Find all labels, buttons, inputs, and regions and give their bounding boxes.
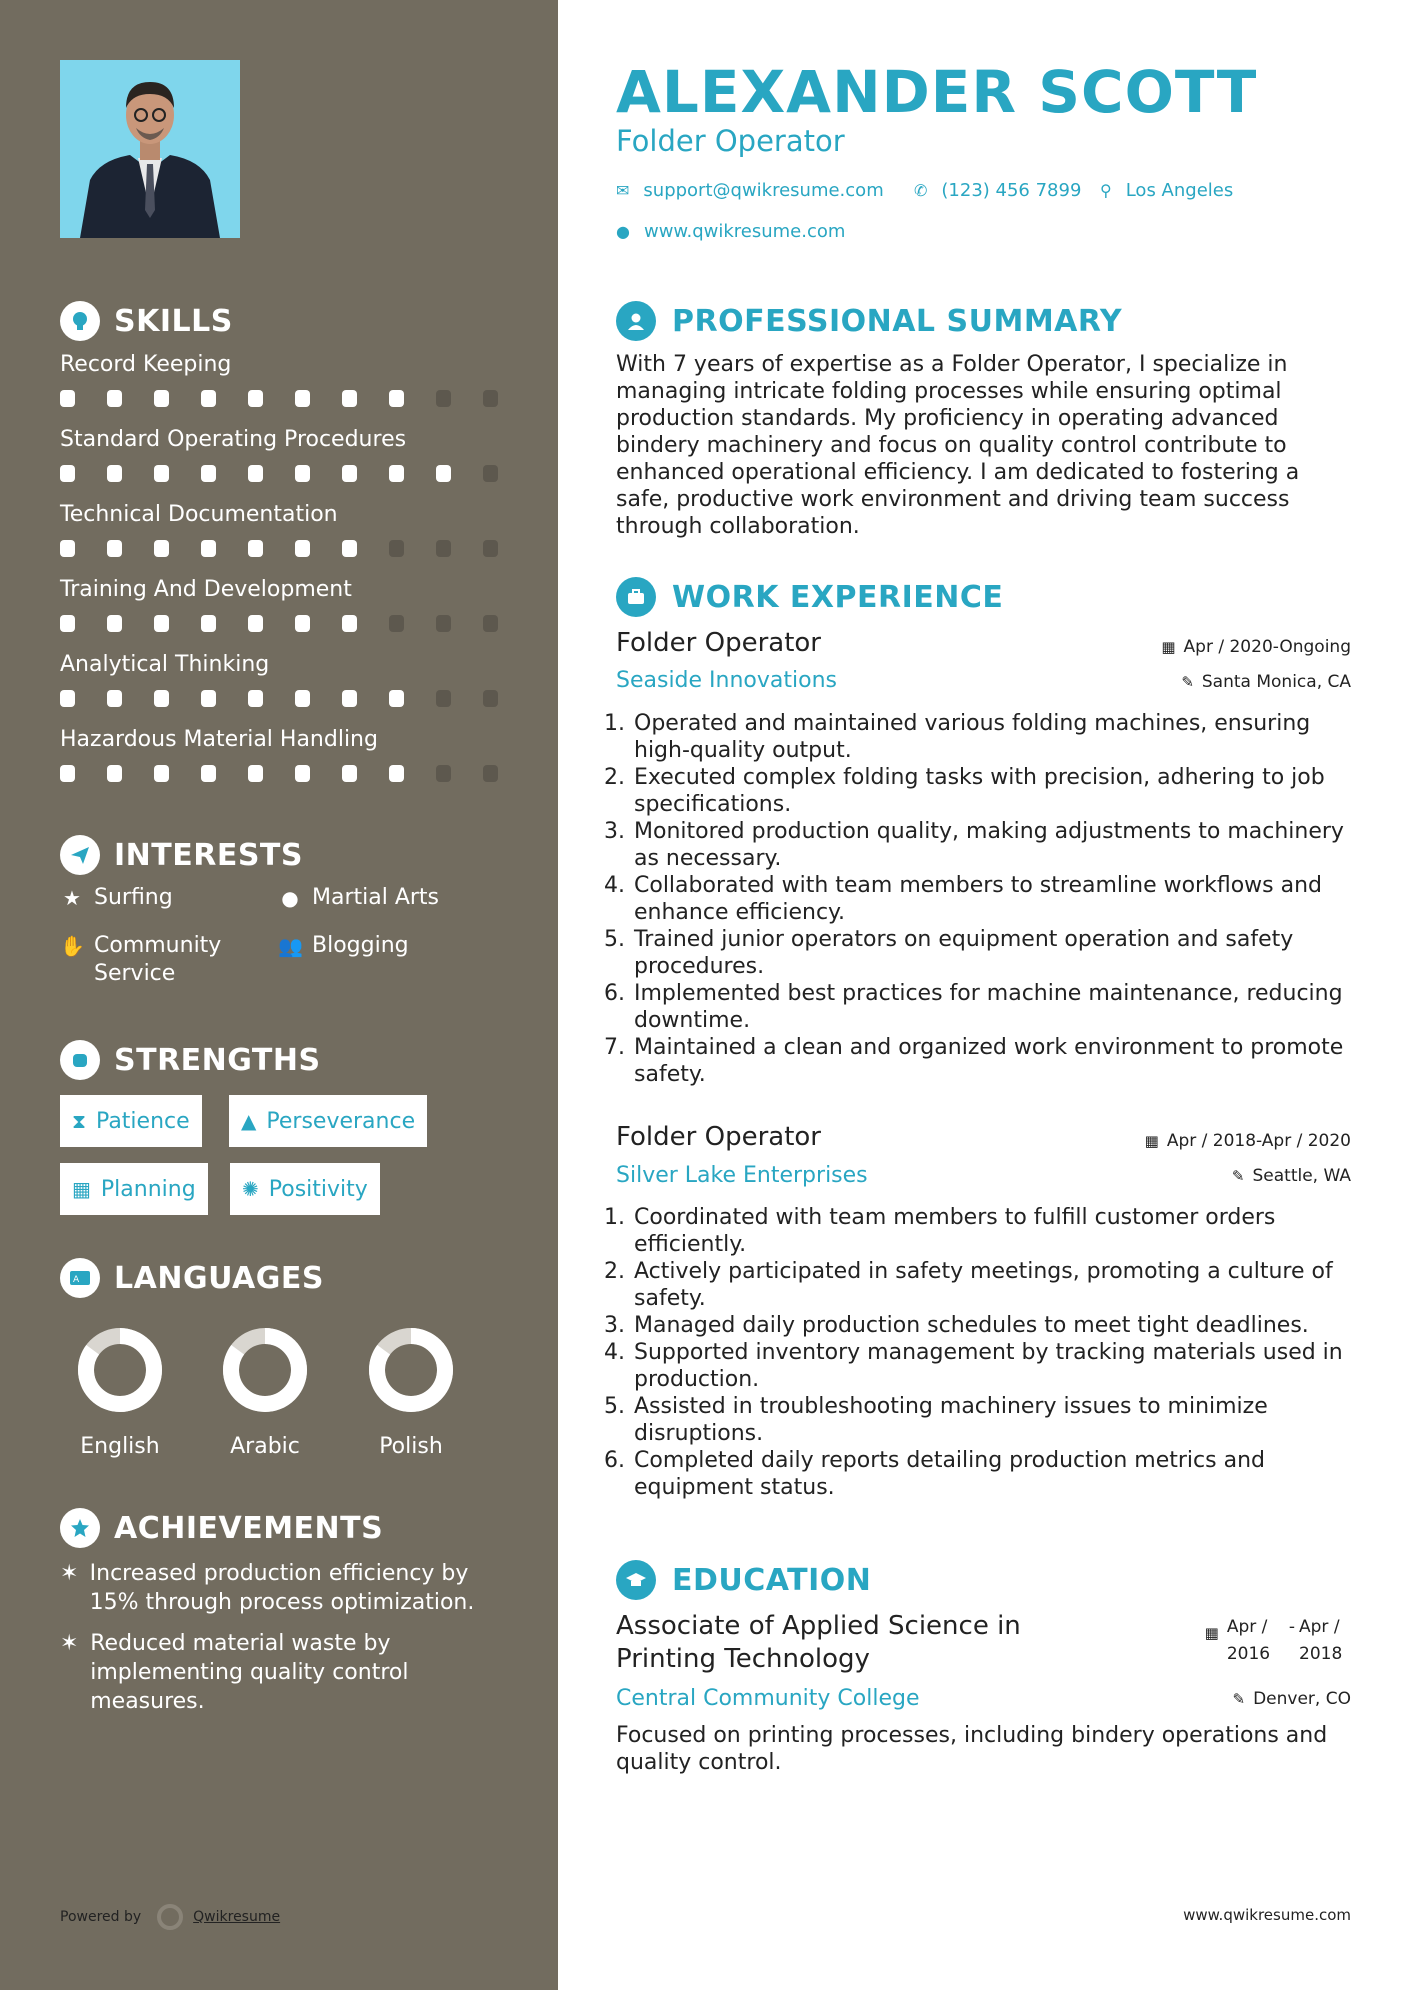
email-text: support@qwikresume.com <box>643 180 884 201</box>
powered-by <box>60 1904 280 1930</box>
education-description: Focused on printing processes, including bindery operations and quality control. <box>616 1723 1328 1775</box>
education-dates <box>1205 1614 1349 1668</box>
skill-name: Record Keeping <box>60 352 232 377</box>
skill-dot <box>248 765 263 782</box>
job-1-dates <box>1161 637 1351 657</box>
skill-name: Standard Operating Procedures <box>60 427 407 452</box>
language-item <box>205 1324 325 1459</box>
job-2-location <box>1232 1166 1351 1186</box>
skill-dot <box>154 465 169 482</box>
skill-dot <box>436 615 451 632</box>
skill-dot <box>248 390 263 407</box>
skill-dot <box>342 390 357 407</box>
skill-dot <box>436 465 451 482</box>
skill-dot <box>107 615 122 632</box>
education-end: Apr / 2018 <box>1299 1617 1343 1664</box>
job-1-title: Folder Operator <box>616 628 821 658</box>
skill-dot <box>201 690 216 707</box>
skill-dot <box>342 690 357 707</box>
skill-dot <box>154 690 169 707</box>
skill-dot <box>201 465 216 482</box>
skill-dot <box>201 540 216 557</box>
skill-level-dots <box>60 615 530 632</box>
qwikresume-link[interactable]: Qwikresume <box>193 1909 281 1925</box>
strengths-title: STRENGTHS <box>114 1042 321 1078</box>
pin-icon: ✎ <box>1232 1690 1246 1708</box>
achievement-item <box>60 1559 510 1617</box>
skill-dot <box>342 615 357 632</box>
skill-dot <box>107 465 122 482</box>
skill-dot <box>483 540 498 557</box>
fist-icon <box>60 1040 100 1080</box>
strength-tag <box>230 1163 380 1215</box>
language-icon <box>60 1258 100 1298</box>
education-title: EDUCATION <box>672 1562 872 1598</box>
skill-dot <box>295 690 310 707</box>
skill-name: Hazardous Material Handling <box>60 727 378 752</box>
skill-dot <box>389 615 404 632</box>
phone-text: (123) 456 7899 <box>941 180 1082 201</box>
skill-dot <box>295 540 310 557</box>
skill-dot <box>342 465 357 482</box>
envelope-icon: ✉ <box>616 181 630 200</box>
job-2-dates <box>1145 1131 1351 1151</box>
interest-item <box>60 884 173 912</box>
strength-label: Positivity <box>268 1176 368 1202</box>
duty-item: 3. Managed daily production schedules to meet tight deadlines. <box>632 1312 1370 1339</box>
skill-dot <box>483 615 498 632</box>
skill-dot <box>107 690 122 707</box>
duty-item: 4. Supported inventory management by tracking materials used in production. <box>632 1339 1370 1393</box>
skill-dot <box>483 390 498 407</box>
phone-icon: ✆ <box>914 181 928 200</box>
strength-tag <box>60 1163 208 1215</box>
skill-dot <box>389 540 404 557</box>
skill-dot <box>248 465 263 482</box>
skill-dot <box>201 390 216 407</box>
duty-item: 6. Completed daily reports detailing production metrics and equipment status. <box>632 1447 1370 1501</box>
skill-dot <box>107 765 122 782</box>
interest-label: Martial Arts <box>312 885 440 910</box>
skill-level-dots <box>60 690 530 707</box>
summary-title: PROFESSIONAL SUMMARY <box>672 303 1123 339</box>
duty-item: 1. Coordinated with team members to fulfill customer orders efficiently. <box>632 1204 1370 1258</box>
skills-title: SKILLS <box>114 303 233 339</box>
strengths-heading <box>60 1040 321 1080</box>
language-donut <box>351 1324 471 1416</box>
qwikresume-logo-icon <box>157 1904 183 1930</box>
users-icon: 👥 <box>278 934 303 958</box>
job-2-duties <box>610 1204 1370 1501</box>
summary-text: With 7 years of expertise as a Folder Operator, I specialize in managing intricate folding processes while ensuring optimal production standards. My proficiency in operating advanced bindery machinery and focus on quality control contribute to enhanced operational efficiency. I am dedicated to fostering a safe, productive work environment and driving team success through collaboration. <box>616 352 1300 539</box>
job-1-company: Seaside Innovations <box>616 668 837 693</box>
interest-label: Community Service <box>94 933 222 986</box>
climber-icon: ▲ <box>241 1109 257 1133</box>
skill-dot <box>248 690 263 707</box>
website-text: www.qwikresume.com <box>643 221 846 242</box>
job-dates-text: Apr / 2020-Ongoing <box>1183 637 1351 657</box>
briefcase-icon <box>616 577 656 617</box>
skill-dot <box>60 765 75 782</box>
skill-dot <box>483 765 498 782</box>
interest-item <box>60 932 260 988</box>
skill-dot <box>201 615 216 632</box>
achievements-heading <box>60 1508 383 1548</box>
calendar-icon: ▦ <box>72 1177 91 1201</box>
job-title: Folder Operator <box>616 124 845 158</box>
achievement-text: Increased production efficiency by 15% through process optimization. <box>89 1561 475 1615</box>
skill-dot <box>389 765 404 782</box>
skill-level-dots <box>60 465 530 482</box>
hourglass-icon: ⧗ <box>72 1109 87 1133</box>
calendar-icon: ▦ <box>1161 638 1176 656</box>
duty-item: 5. Trained junior operators on equipment operation and safety procedures. <box>632 926 1370 980</box>
skill-dot <box>60 390 75 407</box>
language-label: Arabic <box>230 1434 300 1459</box>
education-location-text: Denver, CO <box>1253 1689 1351 1709</box>
strength-tag <box>229 1095 427 1147</box>
skill-dot <box>201 765 216 782</box>
svg-text:A: A <box>73 1275 80 1285</box>
star-burst-icon: ✶ <box>60 1631 79 1656</box>
skill-dot <box>436 540 451 557</box>
star-burst-icon: ✶ <box>60 1561 79 1586</box>
sidebar <box>0 0 558 1990</box>
degree-title: Associate of Applied Science in Printing Technology <box>616 1611 1021 1674</box>
skill-dot <box>107 540 122 557</box>
calendar-icon: ▦ <box>1204 1624 1219 1642</box>
achievement-text: Reduced material waste by implementing quality control measures. <box>90 1631 409 1714</box>
job-1-duties <box>610 710 1370 1088</box>
languages-title: LANGUAGES <box>114 1260 324 1296</box>
skill-dot <box>342 540 357 557</box>
skill-dot <box>436 390 451 407</box>
duty-item: 6. Implemented best practices for machine maintenance, reducing downtime. <box>632 980 1370 1034</box>
language-item <box>351 1324 471 1459</box>
location-text: Los Angeles <box>1125 180 1234 201</box>
star-icon: ★ <box>63 886 81 910</box>
achievement-item <box>60 1629 510 1716</box>
duty-item: 4. Collaborated with team members to streamline workflows and enhance efficiency. <box>632 872 1370 926</box>
job-dates-text: Apr / 2018-Apr / 2020 <box>1166 1131 1351 1151</box>
skill-dot <box>248 615 263 632</box>
skill-dot <box>60 615 75 632</box>
powered-by-label: Powered by <box>60 1909 142 1925</box>
languages-heading <box>60 1258 324 1298</box>
date-separator: - <box>1288 1617 1295 1637</box>
footer-url[interactable]: www.qwikresume.com <box>1183 1906 1351 1924</box>
skill-dot <box>295 765 310 782</box>
duty-item: 2. Actively participated in safety meetings, promoting a culture of safety. <box>632 1258 1370 1312</box>
duty-item: 5. Assisted in troubleshooting machinery issues to minimize disruptions. <box>632 1393 1370 1447</box>
strength-label: Patience <box>96 1108 190 1134</box>
user-icon <box>616 301 656 341</box>
experience-title: WORK EXPERIENCE <box>672 579 1004 615</box>
skill-dot <box>483 690 498 707</box>
education-heading <box>616 1560 871 1600</box>
job-2-company: Silver Lake Enterprises <box>616 1163 868 1188</box>
job-location-text: Santa Monica, CA <box>1201 672 1351 692</box>
skill-dot <box>60 465 75 482</box>
email-contact[interactable] <box>616 180 884 201</box>
skill-dot <box>342 765 357 782</box>
pin-icon: ✎ <box>1181 673 1194 691</box>
language-donut <box>60 1324 180 1416</box>
skill-name: Technical Documentation <box>60 502 338 527</box>
skill-dot <box>295 390 310 407</box>
skill-dot <box>60 540 75 557</box>
skill-dot <box>389 690 404 707</box>
location-contact <box>1100 180 1233 201</box>
job-location-text: Seattle, WA <box>1252 1166 1351 1186</box>
profile-photo <box>60 60 240 238</box>
skill-dot <box>295 615 310 632</box>
skill-level-dots <box>60 390 530 407</box>
lightbulb-icon <box>60 301 100 341</box>
skill-dot <box>154 615 169 632</box>
duty-item: 2. Executed complex folding tasks with precision, adhering to job specifications. <box>632 764 1370 818</box>
map-pin-icon: ⚲ <box>1100 181 1112 200</box>
achievements-title: ACHIEVEMENTS <box>114 1510 384 1546</box>
job-2-title: Folder Operator <box>616 1122 821 1152</box>
globe-icon: ● <box>281 886 299 910</box>
job-1-location <box>1181 672 1351 692</box>
interest-label: Blogging <box>312 933 409 958</box>
language-label: Polish <box>379 1434 443 1459</box>
strength-label: Planning <box>100 1176 196 1202</box>
trophy-icon <box>60 1508 100 1548</box>
interest-item <box>278 932 409 960</box>
language-donut <box>205 1324 325 1416</box>
interests-title: INTERESTS <box>114 837 303 873</box>
language-item <box>60 1324 180 1459</box>
interest-item <box>278 884 439 912</box>
skill-dot <box>154 540 169 557</box>
interest-label: Surfing <box>94 885 173 910</box>
skill-dot <box>154 390 169 407</box>
skills-heading <box>60 301 233 341</box>
calendar-icon: ▦ <box>1144 1132 1159 1150</box>
experience-heading <box>616 577 1003 617</box>
skill-dot <box>436 690 451 707</box>
skill-dot <box>389 465 404 482</box>
duty-item: 7. Maintained a clean and organized work environment to promote safety. <box>632 1034 1370 1088</box>
paper-plane-icon <box>60 835 100 875</box>
main-content <box>558 0 1407 1990</box>
pin-icon: ✎ <box>1231 1167 1245 1185</box>
strength-label: Perseverance <box>266 1108 416 1134</box>
skill-dot <box>483 465 498 482</box>
website-contact[interactable] <box>616 221 845 242</box>
skill-dot <box>107 390 122 407</box>
strength-tag <box>60 1095 202 1147</box>
sun-icon: ✺ <box>242 1177 259 1201</box>
education-location <box>1233 1689 1351 1709</box>
school-name: Central Community College <box>616 1686 920 1711</box>
skill-dot <box>295 465 310 482</box>
skill-level-dots <box>60 765 530 782</box>
skill-dot <box>389 390 404 407</box>
interests-heading <box>60 835 303 875</box>
summary-heading <box>616 301 1122 341</box>
education-start: Apr / 2016 <box>1226 1617 1271 1664</box>
skill-dot <box>60 690 75 707</box>
duty-item: 1. Operated and maintained various folding machines, ensuring high-quality output. <box>632 710 1370 764</box>
skill-dot <box>436 765 451 782</box>
skill-dot <box>248 540 263 557</box>
candidate-name: ALEXANDER SCOTT <box>616 58 1258 126</box>
skill-name: Training And Development <box>60 577 352 602</box>
skill-level-dots <box>60 540 530 557</box>
hand-icon: ✋ <box>60 934 85 958</box>
graduation-cap-icon <box>616 1560 656 1600</box>
phone-contact <box>914 180 1081 201</box>
globe-icon: ● <box>616 222 630 241</box>
skill-name: Analytical Thinking <box>60 652 270 677</box>
skill-dot <box>154 765 169 782</box>
duty-item: 3. Monitored production quality, making adjustments to machinery as necessary. <box>632 818 1370 872</box>
language-label: English <box>80 1434 160 1459</box>
